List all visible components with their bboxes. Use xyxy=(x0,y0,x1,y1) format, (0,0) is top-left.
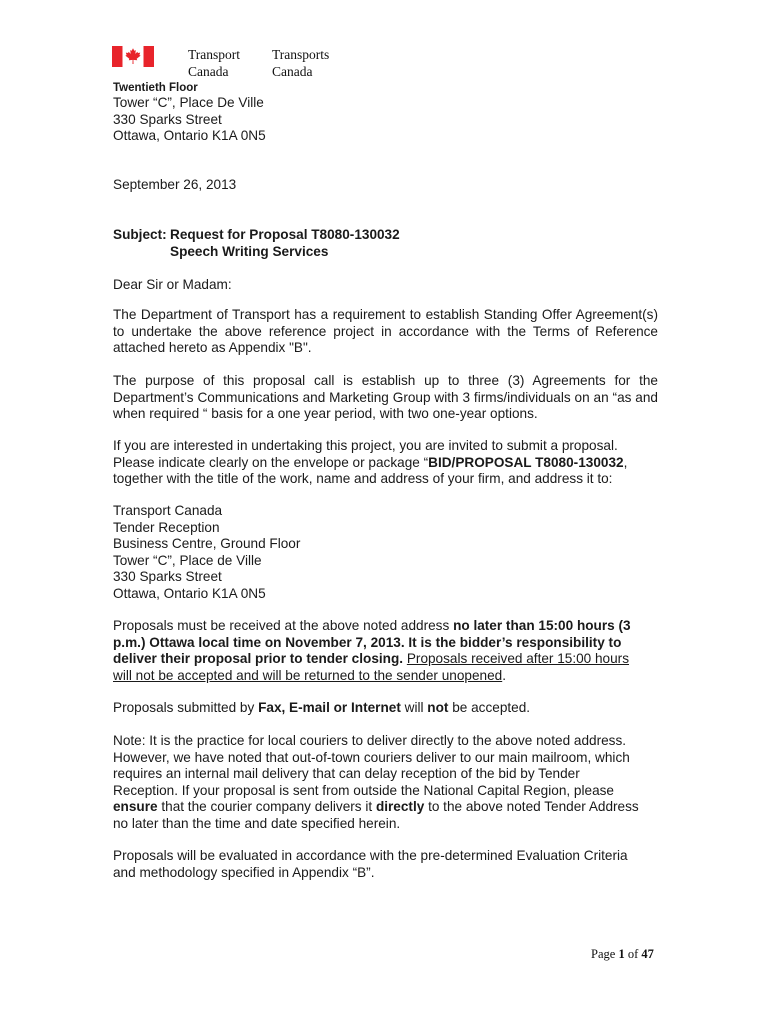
paragraph-line: when required “ basis for a one year period, with two one-year options. xyxy=(113,406,538,422)
paragraph-line: and methodology specified in Appendix “B”. xyxy=(113,864,375,880)
department-name-english xyxy=(188,46,240,80)
paragraph-instructions xyxy=(113,438,658,488)
department-name-french xyxy=(272,46,329,80)
paragraph-line: requires an internal mail delivery that can delay reception of the bid by Tender xyxy=(113,766,580,782)
subject-block xyxy=(113,227,658,260)
paragraph-line: together with the title of the work, name and address of your firm, and address it to: xyxy=(113,471,613,487)
paragraph-line: Proposals will be evaluated in accordance with the pre-determined Evaluation Criteria xyxy=(113,848,628,863)
sender-address-line: Ottawa, Ontario K1A 0N5 xyxy=(113,128,266,144)
sender-floor: Twentieth Floor xyxy=(113,82,198,94)
paragraph-line: ensure that the courier company delivers it directly to the above noted Tender Address xyxy=(113,799,639,815)
subject-line2: Speech Writing Services xyxy=(170,243,329,259)
page-number: Page 1 of 47 xyxy=(591,947,654,961)
paragraph-submission-methods: Proposals submitted by Fax, E-mail or Internet will not be accepted. xyxy=(113,700,531,715)
page-number-total: 47 xyxy=(641,947,654,961)
tender-address-line: Tower “C”, Place de Ville xyxy=(113,552,262,568)
paragraph-line: no later than the time and date specified herein. xyxy=(113,815,401,831)
tender-address-line: Ottawa, Ontario K1A 0N5 xyxy=(113,585,266,601)
sender-address-line: 330 Sparks Street xyxy=(113,111,222,127)
paragraph-line: If you are interested in undertaking this project, you are invited to submit a proposal. xyxy=(113,438,618,453)
department-english-line2: Canada xyxy=(188,64,229,79)
paragraph-deadline xyxy=(113,618,658,684)
sender-address xyxy=(113,95,658,145)
tender-address-line: Business Centre, Ground Floor xyxy=(113,536,301,552)
department-french-line1: Transports xyxy=(272,47,330,62)
paragraph-line: will not be accepted and will be returned to the sender unopened. xyxy=(113,667,506,683)
paragraph-line: Reception. If your proposal is sent from outside the National Capital Region, please xyxy=(113,782,614,798)
paragraph-purpose xyxy=(113,373,658,423)
paragraph-line: Please indicate clearly on the envelope or package “BID/PROPOSAL T8080-130032, xyxy=(113,454,628,470)
paragraph-courier-note xyxy=(113,733,658,833)
letterhead xyxy=(112,43,412,83)
subject-line1: Request for Proposal T8080-130032 xyxy=(170,227,400,242)
letter-date: September 26, 2013 xyxy=(113,177,237,192)
paragraph-line: Note: It is the practice for local couriers to deliver directly to the above noted address. xyxy=(113,733,627,748)
paragraph-line: The purpose of this proposal call is establish up to three (3) Agreements for the xyxy=(113,373,658,388)
sender-address-line: Tower “C”, Place De Ville xyxy=(113,95,264,110)
paragraph-line: to undertake the above reference project in accordance with the Terms of Reference xyxy=(113,323,658,339)
paragraph-line: Department’s Communications and Marketing Group with 3 firms/individuals on an “as and xyxy=(113,389,658,405)
subject-label: Subject: xyxy=(113,227,167,242)
tender-address-line: Tender Reception xyxy=(113,519,220,535)
paragraph-requirement xyxy=(113,307,658,357)
paragraph-line: attached hereto as Appendix "B". xyxy=(113,340,312,356)
department-english-line1: Transport xyxy=(188,47,241,62)
paragraph-line: The Department of Transport has a requirement to establish Standing Offer Agreement(s) xyxy=(113,307,658,322)
paragraph-line: p.m.) Ottawa local time on November 7, 2013. It is the bidder’s responsibility to xyxy=(113,634,622,650)
paragraph-line: deliver their proposal prior to tender closing. Proposals received after 15:00 hours xyxy=(113,651,630,667)
department-french-line2: Canada xyxy=(272,64,313,79)
canada-flag-icon xyxy=(112,46,154,67)
tender-address xyxy=(113,503,658,603)
paragraph-line: However, we have noted that out-of-town couriers deliver to our main mailroom, which xyxy=(113,749,630,765)
page-number-current: 1 xyxy=(618,947,625,961)
tender-address-line: Transport Canada xyxy=(113,503,223,518)
tender-address-line: 330 Sparks Street xyxy=(113,569,222,585)
paragraph-line: Proposals must be received at the above noted address no later than 15:00 hours (3 xyxy=(113,618,631,633)
paragraph-evaluation xyxy=(113,848,658,881)
salutation: Dear Sir or Madam: xyxy=(113,277,232,292)
bid-reference: BID/PROPOSAL T8080-130032 xyxy=(428,454,624,470)
